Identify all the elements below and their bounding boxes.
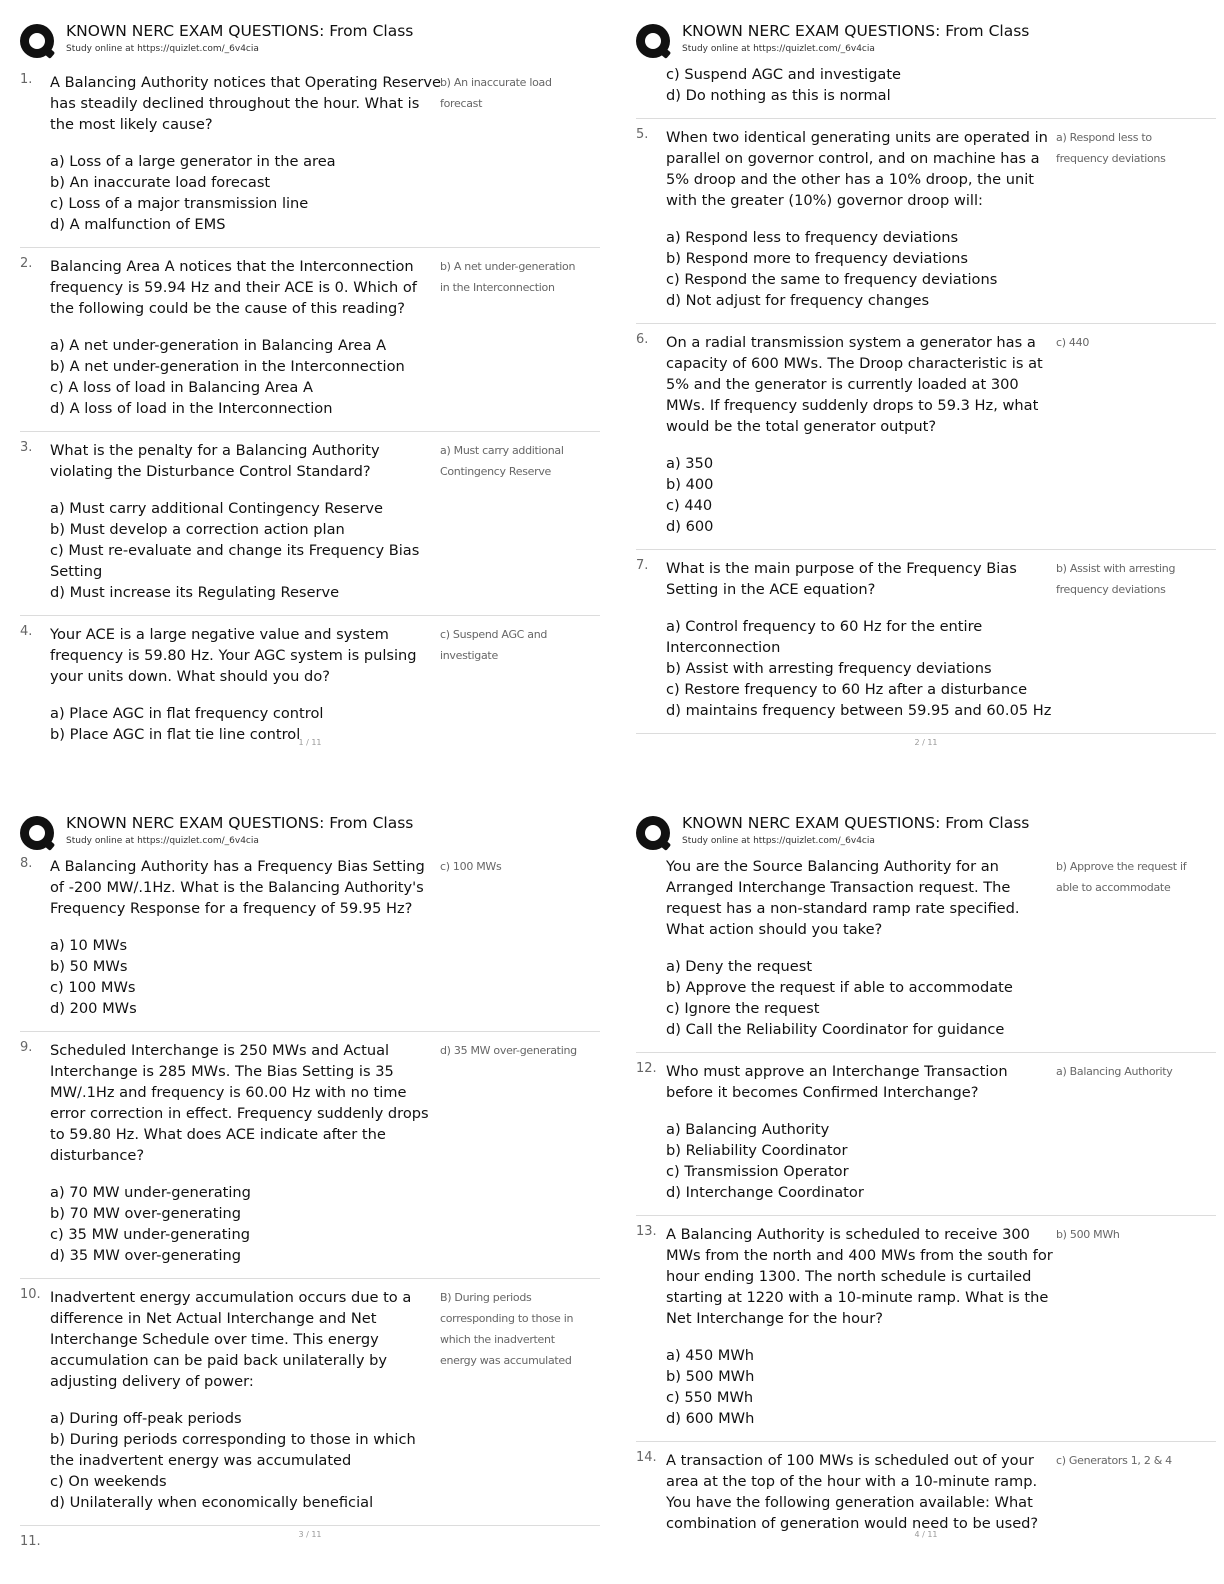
answer-text: c) 100 MWs: [440, 860, 502, 873]
question-text: When two identical generating units are operated in parallel on governor control, and on machine has a 5% droop and the other has a 10% droop, the unit with the greater (10%) governor droop will:: [666, 129, 1048, 209]
question-number: 8.: [20, 856, 33, 871]
option: a) Place AGC in flat frequency control: [50, 705, 324, 722]
question-number: 13.: [636, 1224, 657, 1239]
option-list: [50, 935, 442, 1019]
option: a) Loss of a large generator in the area: [50, 153, 336, 170]
option: b) During periods corresponding to those in which the inadvertent energy was accumulated: [50, 1431, 416, 1469]
page-4: [636, 814, 1216, 1546]
page-header: [20, 22, 600, 64]
option: d) Call the Reliability Coordinator for guidance: [666, 1021, 1005, 1038]
option: c) Must re-evaluate and change its Frequency Bias Setting: [50, 542, 420, 580]
page-header: [636, 814, 1216, 856]
question-7: [636, 550, 1216, 734]
option: b) Respond more to frequency deviations: [666, 250, 969, 267]
page-title: KNOWN NERC EXAM QUESTIONS: From Class: [66, 22, 414, 40]
question-text: A Balancing Authority has a Frequency Bias Setting of -200 MW/.1Hz. What is the Balancing Authority's Frequency Response for a frequency of 59.95 Hz?: [50, 858, 425, 917]
option: a) Control frequency to 60 Hz for the entire Interconnection: [666, 618, 983, 656]
option: a) Balancing Authority: [666, 1121, 830, 1138]
question-text: What is the main purpose of the Frequency Bias Setting in the ACE equation?: [666, 560, 1017, 598]
question-number: 2.: [20, 256, 33, 271]
option: d) 200 MWs: [50, 1000, 137, 1017]
question-10: [20, 1279, 600, 1526]
question-text: Balancing Area A notices that the Interconnection frequency is 59.94 Hz and their ACE is 0. Which of the following could be the cause of this reading?: [50, 258, 417, 317]
option: d) maintains frequency between 59.95 and 60.05 Hz: [666, 702, 1052, 719]
page-3: [20, 814, 600, 1549]
answer-text: c) 440: [1056, 336, 1090, 349]
question-5: [636, 119, 1216, 324]
question-number: 11.: [20, 1534, 41, 1549]
answer-text: b) A net under-generation in the Interconnection: [440, 260, 576, 294]
option: a) 70 MW under-generating: [50, 1184, 251, 1201]
question-number: 10.: [20, 1287, 41, 1302]
question-number: 3.: [20, 440, 33, 455]
answer-text: b) Assist with arresting frequency deviations: [1056, 562, 1176, 596]
page-header: [636, 22, 1216, 64]
option: d) Interchange Coordinator: [666, 1184, 864, 1201]
option: b) 400: [666, 476, 714, 493]
option-list: [666, 1345, 1058, 1429]
page-title: KNOWN NERC EXAM QUESTIONS: From Class: [682, 22, 1030, 40]
page-1: [20, 22, 600, 757]
option: c) 35 MW under-generating: [50, 1226, 251, 1243]
page-footer: 2 / 11: [914, 738, 938, 747]
option: b) Must develop a correction action plan: [50, 521, 345, 538]
option: b) Approve the request if able to accommodate: [666, 979, 1013, 996]
option: a) 10 MWs: [50, 937, 128, 954]
option: d) A malfunction of EMS: [50, 216, 226, 233]
question-number: 6.: [636, 332, 649, 347]
option-list: [666, 956, 1058, 1040]
option: a) 350: [666, 455, 714, 472]
question-number: 4.: [20, 624, 33, 639]
option-list: [50, 1408, 442, 1513]
option: d) 600: [666, 518, 714, 535]
option: d) Unilaterally when economically beneficial: [50, 1494, 374, 1511]
option: a) Must carry additional Contingency Reserve: [50, 500, 384, 517]
option: b) 500 MWh: [666, 1368, 755, 1385]
question-3: [20, 432, 600, 616]
question-number: 1.: [20, 72, 33, 87]
option: c) Loss of a major transmission line: [50, 195, 309, 212]
study-link[interactable]: Study online at https://quizlet.com/_6v4cia: [682, 836, 875, 846]
page-footer: 3 / 11: [298, 1530, 322, 1539]
study-link[interactable]: Study online at https://quizlet.com/_6v4cia: [682, 44, 875, 54]
option: a) Deny the request: [666, 958, 813, 975]
option-list: [666, 616, 1058, 721]
option: c) Respond the same to frequency deviations: [666, 271, 998, 288]
answer-text: a) Respond less to frequency deviations: [1056, 131, 1166, 165]
option: c) 550 MWh: [666, 1389, 754, 1406]
option: b) 70 MW over-generating: [50, 1205, 242, 1222]
study-link[interactable]: Study online at https://quizlet.com/_6v4cia: [66, 44, 259, 54]
question-text: Your ACE is a large negative value and system frequency is 59.80 Hz. Your AGC system is pulsing your units down. What should you do?: [50, 626, 417, 685]
answer-text: d) 35 MW over-generating: [440, 1044, 577, 1057]
option: a) 450 MWh: [666, 1347, 755, 1364]
question-number: 14.: [636, 1450, 657, 1465]
option: a) A net under-generation in Balancing Area A: [50, 337, 387, 354]
question-number: 9.: [20, 1040, 33, 1055]
question-text: You are the Source Balancing Authority for an Arranged Interchange Transaction request. The request has a non-standard ramp rate specified. What action should you take?: [666, 858, 1020, 938]
question-number: 7.: [636, 558, 649, 573]
question-text: Who must approve an Interchange Transaction before it becomes Confirmed Interchange?: [666, 1063, 1008, 1101]
question-4: [20, 616, 600, 757]
question-number: 12.: [636, 1061, 657, 1076]
option: b) Reliability Coordinator: [666, 1142, 848, 1159]
question-2: [20, 248, 600, 432]
question-6: [636, 324, 1216, 550]
quizlet-logo-icon: [20, 24, 54, 58]
option: c) 100 MWs: [50, 979, 136, 996]
question-text: What is the penalty for a Balancing Authority violating the Disturbance Control Standard?: [50, 442, 380, 480]
question-9: [20, 1032, 600, 1279]
question-text: A Balancing Authority is scheduled to receive 300 MWs from the north and 400 MWs from the south for hour ending 1300. The north schedule is curtailed starting at 1220 with a 10-minute ramp. What is the Net Interchange for the hour?: [666, 1226, 1053, 1327]
option: b) Assist with arresting frequency deviations: [666, 660, 992, 677]
question-12: [636, 1053, 1216, 1216]
question-text: A Balancing Authority notices that Operating Reserve has steadily declined throughout the hour. What is the most likely cause?: [50, 74, 441, 133]
option: c) Transmission Operator: [666, 1163, 849, 1180]
question-8: [20, 856, 600, 1032]
question-text: A transaction of 100 MWs is scheduled out of your area at the top of the hour with a 10-minute ramp. You have the following generation available: What combination of generation would need to be used?: [666, 1452, 1039, 1532]
option: d) 600 MWh: [666, 1410, 755, 1427]
option: c) A loss of load in Balancing Area A: [50, 379, 313, 396]
answer-text: b) An inaccurate load forecast: [440, 76, 552, 110]
option-list: [50, 151, 442, 235]
option-list: [666, 227, 1058, 311]
option: c) Suspend AGC and investigate: [666, 66, 902, 83]
option: c) On weekends: [50, 1473, 167, 1490]
option: d) Not adjust for frequency changes: [666, 292, 930, 309]
option: c) 440: [666, 497, 713, 514]
option: a) Respond less to frequency deviations: [666, 229, 959, 246]
question-11: [636, 856, 1216, 1053]
page-title: KNOWN NERC EXAM QUESTIONS: From Class: [682, 814, 1030, 832]
question-number: 5.: [636, 127, 649, 142]
option: b) Place AGC in flat tie line control: [50, 726, 301, 743]
quizlet-logo-icon: [636, 24, 670, 58]
option: d) Must increase its Regulating Reserve: [50, 584, 340, 601]
answer-text: c) Generators 1, 2 & 4: [1056, 1454, 1172, 1467]
option-list: [50, 335, 442, 419]
page-title: KNOWN NERC EXAM QUESTIONS: From Class: [66, 814, 414, 832]
answer-text: b) Approve the request if able to accommodate: [1056, 860, 1187, 894]
quizlet-logo-icon: [636, 816, 670, 850]
study-link[interactable]: Study online at https://quizlet.com/_6v4cia: [66, 836, 259, 846]
option: b) An inaccurate load forecast: [50, 174, 271, 191]
option: a) During off-peak periods: [50, 1410, 242, 1427]
question-4-continued: [636, 64, 1216, 119]
question-text: Scheduled Interchange is 250 MWs and Actual Interchange is 285 MWs. The Bias Setting is 35 MW/.1Hz and frequency is 60.00 Hz with no time error correction in effect. Frequency suddenly drops to 59.80 Hz. What does ACE indicate after the disturbance?: [50, 1042, 429, 1164]
answer-text: b) 500 MWh: [1056, 1228, 1120, 1241]
page-footer: 1 / 11: [298, 738, 322, 747]
question-text: On a radial transmission system a generator has a capacity of 600 MWs. The Droop characteristic is at 5% and the generator is currently loaded at 300 MWs. If frequency suddenly drops to 59.3 Hz, what would be the total generator output?: [666, 334, 1043, 435]
option-list: [50, 498, 442, 603]
answer-text: a) Balancing Authority: [1056, 1065, 1173, 1078]
option: d) 35 MW over-generating: [50, 1247, 242, 1264]
answer-text: c) Suspend AGC and investigate: [440, 628, 548, 662]
option: b) A net under-generation in the Interconnection: [50, 358, 405, 375]
option: b) 50 MWs: [50, 958, 128, 975]
option: c) Restore frequency to 60 Hz after a disturbance: [666, 681, 1028, 698]
option-list: [666, 1119, 1058, 1203]
quizlet-logo-icon: [20, 816, 54, 850]
question-13: [636, 1216, 1216, 1442]
option: d) Do nothing as this is normal: [666, 87, 891, 104]
option: d) A loss of load in the Interconnection: [50, 400, 333, 417]
answer-text: B) During periods corresponding to those in which the inadvertent energy was accumulated: [440, 1291, 574, 1367]
answer-text: a) Must carry additional Contingency Reserve: [440, 444, 564, 478]
page-header: [20, 814, 600, 856]
page-2: [636, 22, 1216, 747]
option-list: [666, 64, 1058, 106]
option: c) Ignore the request: [666, 1000, 820, 1017]
option-list: [50, 1182, 442, 1266]
question-text: Inadvertent energy accumulation occurs due to a difference in Net Actual Interchange and Net Interchange Schedule over time. This energy accumulation can be paid back unilaterally by adjusting delivery of power:: [50, 1289, 412, 1390]
option-list: [666, 453, 1058, 537]
question-1: [20, 64, 600, 248]
page-footer: 4 / 11: [914, 1530, 938, 1539]
